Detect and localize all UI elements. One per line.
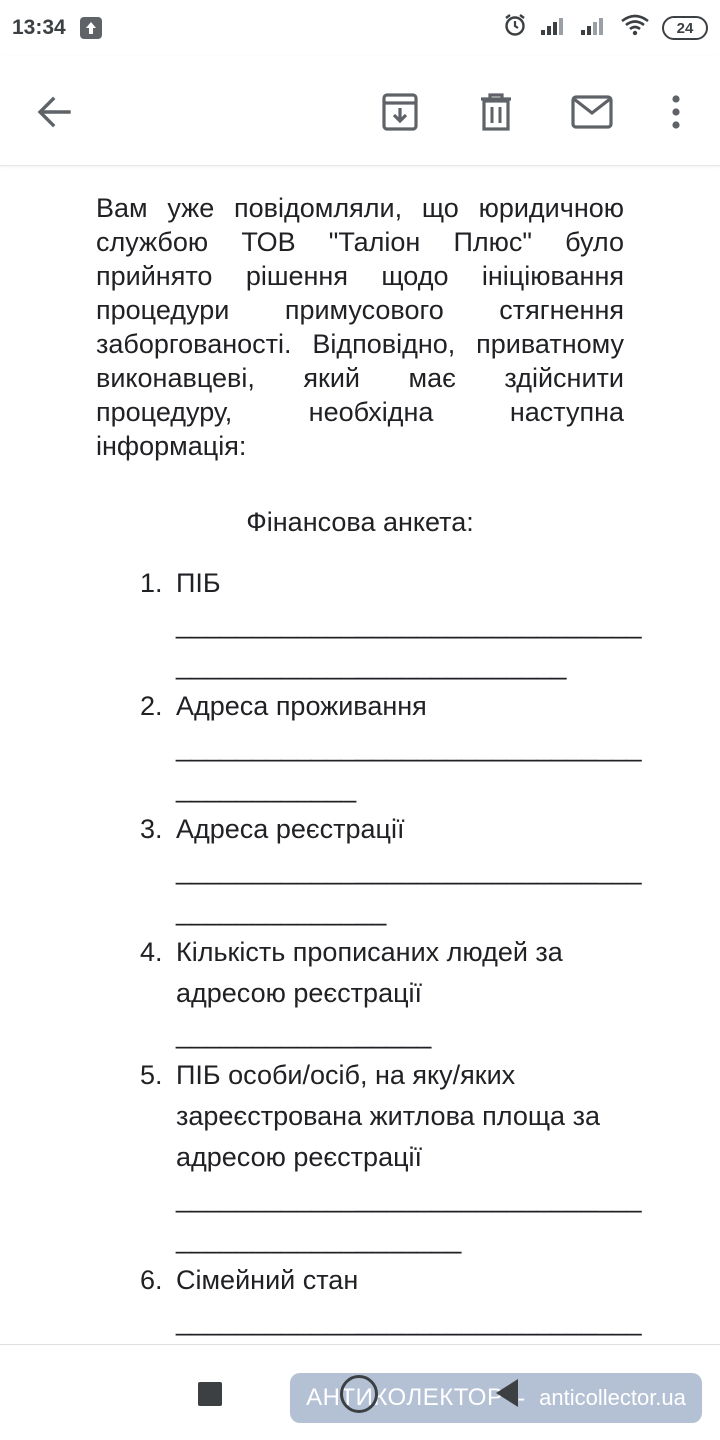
status-bar (0, 0, 720, 56)
email-body (0, 167, 720, 1344)
signal-icon-2 (580, 14, 608, 42)
delete-icon[interactable] (470, 86, 522, 138)
wifi-icon (620, 14, 650, 42)
signal-icon (540, 14, 568, 42)
answer-blank-line: _______________________________ (176, 855, 642, 885)
mail-icon[interactable] (566, 86, 618, 138)
nav-bar (0, 1344, 720, 1440)
form-item-label: Адреса реєстрації (176, 814, 405, 844)
watermark-separator: - (517, 1384, 526, 1411)
status-time: 13:34 (12, 16, 66, 39)
answer-blank-line: _______________________________ (176, 732, 642, 762)
form-item-label: Адреса проживання (176, 691, 427, 721)
form-title: Фінансова анкета: (246, 507, 474, 537)
nav-back-icon[interactable] (496, 1379, 518, 1407)
form-item-number: 1. (140, 568, 163, 598)
home-icon[interactable] (340, 1375, 378, 1413)
status-left (12, 16, 102, 40)
answer-blank-line: ___________________ (176, 1224, 462, 1254)
form-item-number: 6. (140, 1265, 163, 1295)
form-item-number: 2. (140, 691, 163, 721)
form-item-number: 4. (140, 937, 163, 967)
intro-paragraph: Вам уже повідомляли, що юридичною службою ТОВ "Таліон Плюс" було прийнято рішення щодо ініціювання процедури примусового стягнення заборгованості. Відповідно, приватному виконавцеві, який має здійснити процедуру, необхідна наступна інформація: (96, 193, 624, 461)
answer-blank-line: _________________ (176, 1019, 432, 1049)
form-item (140, 1055, 640, 1260)
app-bar (0, 56, 720, 166)
form-list (140, 563, 640, 1342)
form-item-label: ПІБ (176, 568, 221, 598)
alarm-icon (502, 12, 528, 44)
back-arrow-icon[interactable] (28, 86, 80, 138)
form-item (140, 563, 640, 686)
status-right (502, 12, 708, 44)
watermark-url: anticollector.ua (539, 1385, 686, 1410)
form-item-label: ПІБ особи/осіб, на яку/яких зареєстрована житлова площа за адресою реєстрації (176, 1060, 600, 1172)
archive-icon[interactable] (374, 86, 426, 138)
more-vert-icon[interactable] (650, 86, 702, 138)
watermark-brand: АНТИКОЛЕКТОР (306, 1384, 504, 1411)
form-item (140, 932, 640, 1055)
answer-blank-line: ____________ (176, 773, 357, 803)
answer-blank-line: _______________________________ (176, 1306, 642, 1336)
form-item (140, 686, 640, 809)
answer-blank-line: ______________ (176, 896, 387, 926)
answer-blank-line: _______________________________ (176, 609, 642, 639)
answer-blank-line: __________________________ (176, 650, 567, 680)
form-item-number: 5. (140, 1060, 163, 1090)
battery-icon: 24 (662, 16, 708, 40)
form-item-label: Кількість прописаних людей за адресою реєстрації (176, 937, 563, 1008)
form-item (140, 1260, 640, 1342)
answer-blank-line: _______________________________ (176, 1183, 642, 1213)
recent-apps-icon[interactable] (198, 1382, 222, 1406)
form-item-label: Сімейний стан (176, 1265, 359, 1295)
form-item-number: 3. (140, 814, 163, 844)
upload-icon (80, 17, 102, 39)
form-item (140, 809, 640, 932)
